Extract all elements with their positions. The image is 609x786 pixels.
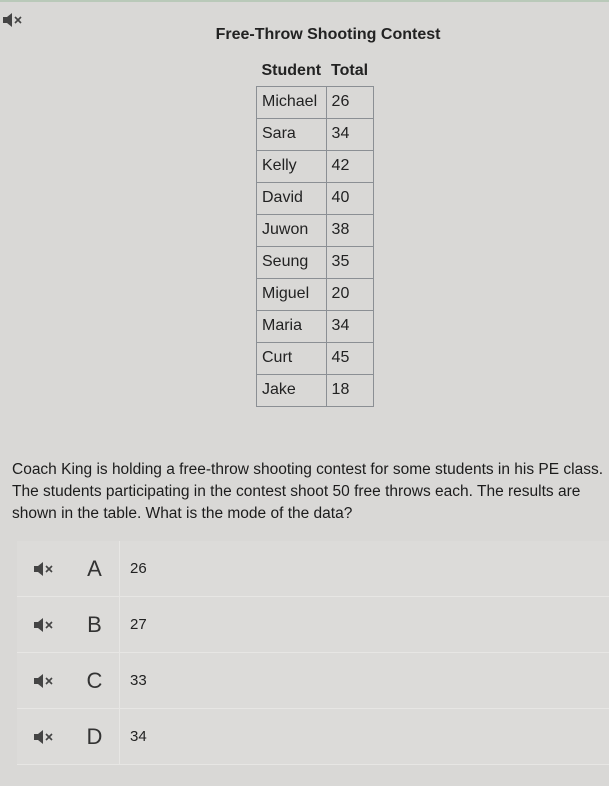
total-cell: 35 xyxy=(326,246,373,278)
student-cell: Michael xyxy=(257,86,327,118)
choice-value: 27 xyxy=(130,616,147,633)
total-cell: 18 xyxy=(326,374,373,406)
student-cell: Seung xyxy=(257,246,327,278)
choice-letter: A xyxy=(70,541,120,596)
choice-read-aloud-button[interactable] xyxy=(17,561,70,577)
speaker-mute-icon xyxy=(33,673,55,689)
column-header: Student xyxy=(257,56,327,86)
student-cell: Curt xyxy=(257,342,327,374)
table-row xyxy=(257,374,374,406)
choice-letter: D xyxy=(70,709,120,764)
student-cell: Juwon xyxy=(257,214,327,246)
total-cell: 20 xyxy=(326,278,373,310)
total-cell: 26 xyxy=(326,86,373,118)
read-aloud-button[interactable] xyxy=(2,12,24,28)
student-cell: Kelly xyxy=(257,150,327,182)
table-row xyxy=(257,182,374,214)
speaker-mute-icon xyxy=(33,617,55,633)
choice-read-aloud-button[interactable] xyxy=(17,673,70,689)
total-cell: 42 xyxy=(326,150,373,182)
student-cell: Jake xyxy=(257,374,327,406)
choice-c[interactable] xyxy=(17,653,609,709)
total-cell: 45 xyxy=(326,342,373,374)
table-row xyxy=(257,214,374,246)
student-cell: Maria xyxy=(257,310,327,342)
top-divider xyxy=(0,0,609,2)
choice-b[interactable] xyxy=(17,597,609,653)
speaker-mute-icon xyxy=(2,12,24,28)
choice-letter: B xyxy=(70,597,120,652)
table-row xyxy=(257,310,374,342)
column-header: Total xyxy=(326,56,373,86)
choice-a[interactable] xyxy=(17,541,609,597)
table-title: Free-Throw Shooting Contest xyxy=(215,26,441,43)
table-header-row xyxy=(257,56,374,86)
score-table xyxy=(256,56,374,407)
student-cell: Miguel xyxy=(257,278,327,310)
choice-read-aloud-button[interactable] xyxy=(17,617,70,633)
total-cell: 34 xyxy=(326,310,373,342)
speaker-mute-icon xyxy=(33,561,55,577)
total-cell: 38 xyxy=(326,214,373,246)
table-row xyxy=(257,118,374,150)
choice-value: 33 xyxy=(130,672,147,689)
choice-value: 34 xyxy=(130,728,147,745)
choice-value: 26 xyxy=(130,560,147,577)
table-row xyxy=(257,150,374,182)
table-row xyxy=(257,246,374,278)
table-row xyxy=(257,278,374,310)
speaker-mute-icon xyxy=(33,729,55,745)
student-cell: David xyxy=(257,182,327,214)
student-cell: Sara xyxy=(257,118,327,150)
answer-choices xyxy=(17,541,609,765)
choice-letter: C xyxy=(70,653,120,708)
table-row xyxy=(257,86,374,118)
total-cell: 40 xyxy=(326,182,373,214)
table-row xyxy=(257,342,374,374)
question-text: Coach King is holding a free-throw shooting contest for some students in his PE class. The students participating in the contest shoot 50 free throws each. The results are shown in the table. What is the mode of the data? xyxy=(12,461,604,522)
choice-read-aloud-button[interactable] xyxy=(17,729,70,745)
total-cell: 34 xyxy=(326,118,373,150)
choice-d[interactable] xyxy=(17,709,609,765)
